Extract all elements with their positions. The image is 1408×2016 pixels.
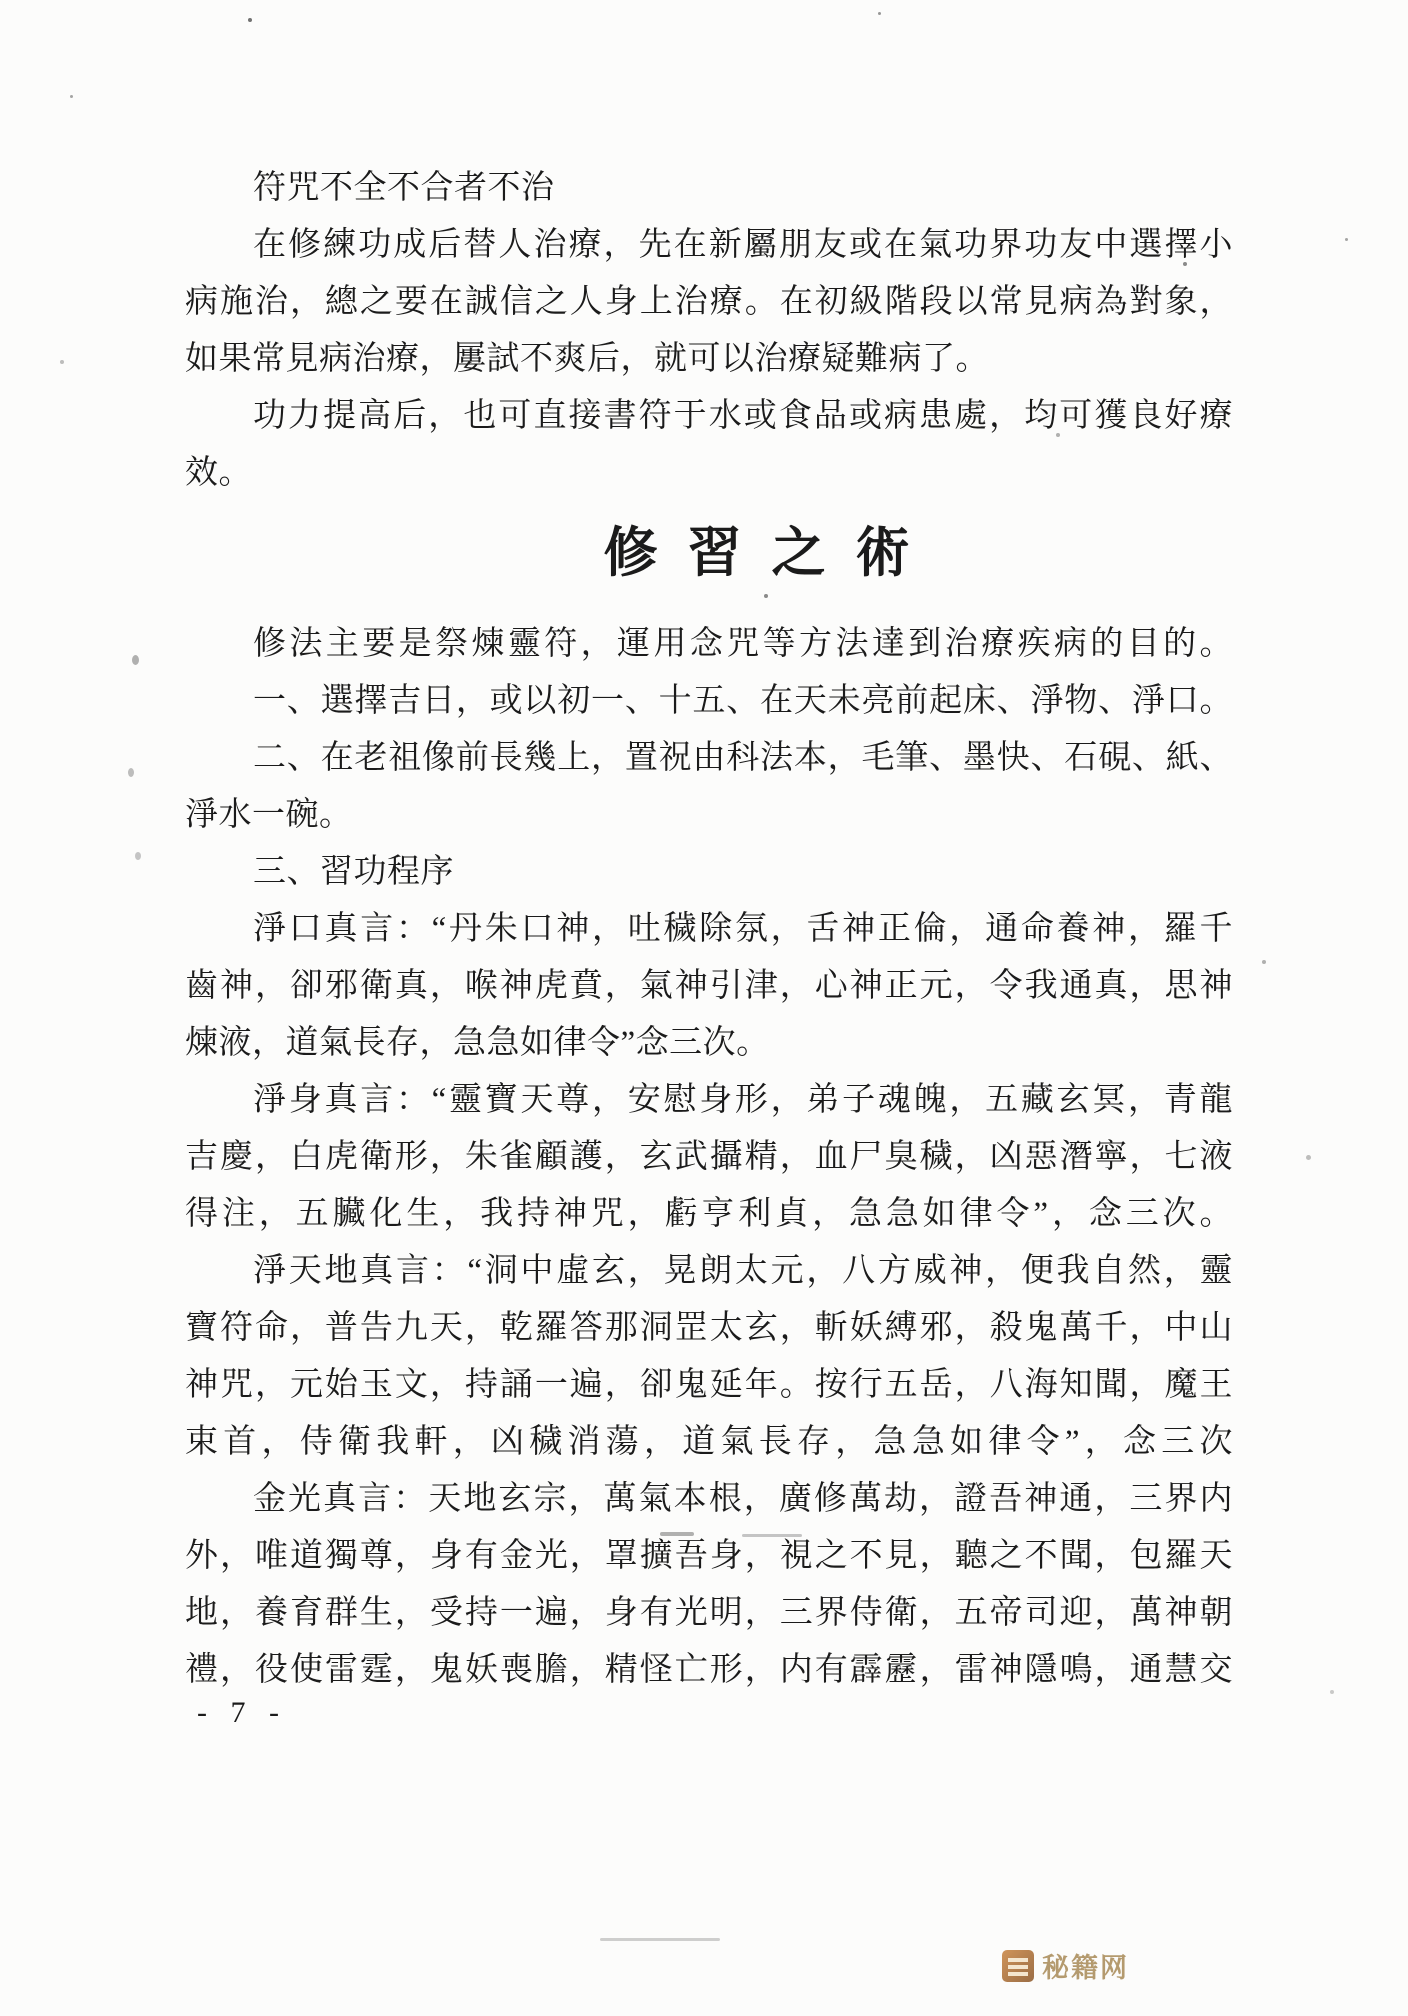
text-column	[185, 160, 1233, 1735]
text-line: 一、選擇吉日，或以初一、十五、在天未亮前起床、淨物、淨口。	[253, 683, 1233, 719]
scan-speck	[135, 852, 141, 860]
scan-speck	[60, 360, 64, 364]
text-line: 地，養育群生，受持一遍，身有光明，三界侍衛，五帝司迎，萬神朝	[185, 1595, 1233, 1631]
text-line: 在修練功成后替人治療，先在新屬朋友或在氣功界功友中選擇小	[253, 227, 1233, 263]
text-line: 效。	[185, 455, 252, 491]
text-line: 煉液，道氣長存，急急如律令”念三次。	[185, 1025, 770, 1061]
scan-speck	[878, 12, 881, 15]
scan-speck	[764, 594, 768, 598]
text-line: 得注，五臟化生，我持神咒，虧亨利貞，急急如律令”，念三次。	[185, 1196, 1233, 1232]
scan-speck	[248, 18, 252, 22]
scan-speck	[128, 768, 134, 777]
text-line: 淨天地真言：“洞中虛玄，晃朗太元，八方威神，便我自然，靈	[253, 1253, 1233, 1289]
scan-smudge	[660, 1532, 694, 1536]
section-title: 修習之術	[603, 523, 940, 583]
text-line: 寶符命，普告九天，乾羅答那洞罡太玄，斬妖縛邪，殺鬼萬千，中山	[185, 1310, 1233, 1346]
text-line: 病施治，總之要在誠信之人身上治療。在初級階段以常見病為對象，	[185, 284, 1233, 320]
scan-speck	[1183, 262, 1187, 266]
text-line: 如果常見病治療，屢試不爽后，就可以治療疑難病了。	[185, 341, 989, 377]
text-line: 神咒，元始玉文，持誦一遍，卻鬼延年。按行五岳，八海知聞，魔王	[185, 1367, 1233, 1403]
scan-speck	[1330, 1690, 1334, 1694]
text-line: 禮，役使雷霆，鬼妖喪膽，精怪亡形，内有霹靂，雷神隱鳴，通慧交	[185, 1652, 1233, 1688]
text-line: 淨口真言：“丹朱口神，吐穢除氛，舌神正倫，通命養神，羅千	[253, 911, 1233, 947]
text-line: 金光真言：天地玄宗，萬氣本根，廣修萬劫，證吾神通，三界内	[253, 1481, 1233, 1517]
text-line: 修法主要是祭煉靈符，運用念咒等方法達到治療疾病的目的。	[253, 626, 1233, 662]
page-number: - 7 -	[197, 1696, 287, 1729]
text-line: 齒神，卻邪衛真，喉神虎賁，氣神引津，心神正元，令我通真，思神	[185, 968, 1233, 1004]
scan-speck	[1306, 1155, 1311, 1160]
watermark	[1002, 1946, 1129, 1985]
text-line: 淨身真言：“靈寶天尊，安慰身形，弟子魂魄，五藏玄冥，青龍	[253, 1082, 1233, 1118]
scan-smudge	[600, 1938, 720, 1941]
text-line: 三、習功程序	[253, 854, 454, 890]
scan-speck	[70, 95, 73, 98]
text-line: 二、在老祖像前長幾上，置祝由科法本，毛筆、墨快、石硯、紙、	[253, 740, 1233, 776]
text-line: 外，唯道獨尊，身有金光，罩擴吾身，視之不見，聽之不聞，包羅天	[185, 1538, 1233, 1574]
scan-speck	[1056, 433, 1060, 437]
watermark-text: 秘籍网	[1042, 1953, 1129, 1983]
text-line: 吉慶，白虎衛形，朱雀顧護，玄武攝精，血尸臭穢，凶惡潛寧，七液	[185, 1139, 1233, 1175]
text-line: 淨水一碗。	[185, 797, 353, 833]
watermark-logo-icon	[1002, 1950, 1034, 1982]
scan-speck	[132, 655, 139, 665]
scan-speck	[1262, 960, 1266, 964]
text-line: 束首，侍衛我軒，凶穢消蕩，道氣長存，急急如律令”，念三次	[185, 1424, 1233, 1460]
text-line: 符咒不全不合者不治	[253, 170, 555, 206]
scan-smudge	[742, 1534, 802, 1537]
scan-speck	[1345, 238, 1348, 241]
text-line: 功力提高后，也可直接書符于水或食品或病患處，均可獲良好療	[253, 398, 1233, 434]
